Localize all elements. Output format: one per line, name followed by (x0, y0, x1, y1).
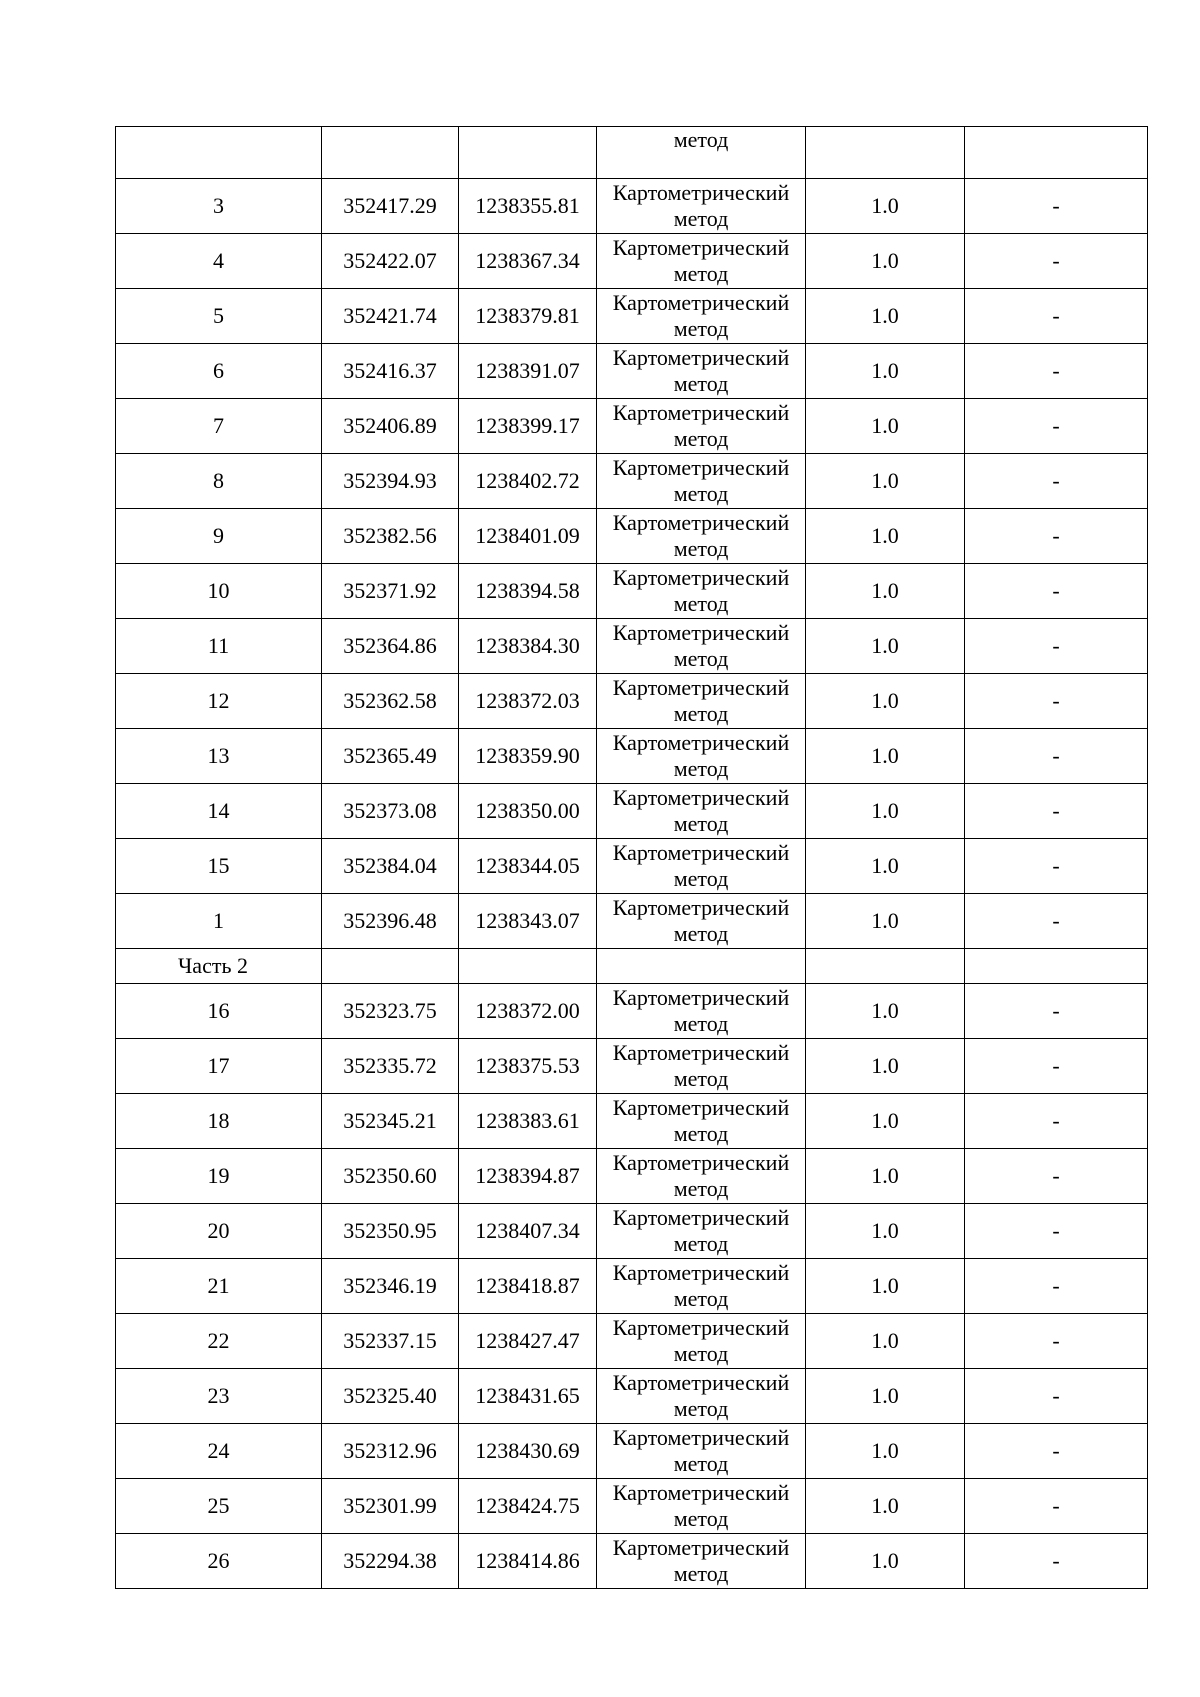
cell-y: 1238427.47 (459, 1314, 597, 1369)
cell-x: 352323.75 (322, 984, 459, 1039)
method-line: метод (673, 1176, 729, 1201)
cell-note: - (965, 839, 1148, 894)
cell-accuracy: 1.0 (806, 564, 965, 619)
method-line: Картометрический (612, 290, 790, 315)
cell-accuracy: 1.0 (806, 894, 965, 949)
cell-x: 352345.21 (322, 1094, 459, 1149)
cell-accuracy: 1.0 (806, 674, 965, 729)
cell-note: - (965, 784, 1148, 839)
cell-method (597, 509, 806, 564)
cell-note: - (965, 234, 1148, 289)
cell-point: 6 (116, 344, 322, 399)
cell-y: 1238384.30 (459, 619, 597, 674)
cell-accuracy (806, 949, 965, 984)
cell-x: 352346.19 (322, 1259, 459, 1314)
method-line: метод (673, 1121, 729, 1146)
cell-method (597, 1424, 806, 1479)
cell-accuracy: 1.0 (806, 1369, 965, 1424)
cell-y: 1238355.81 (459, 179, 597, 234)
cell-note: - (965, 619, 1148, 674)
table-row (116, 839, 1148, 894)
method-line: метод (673, 1396, 729, 1421)
method-line: метод (673, 1011, 729, 1036)
cell-x: 352371.92 (322, 564, 459, 619)
cell-method (597, 894, 806, 949)
cell-method (597, 1039, 806, 1094)
cell-x: 352312.96 (322, 1424, 459, 1479)
table-row (116, 1204, 1148, 1259)
table-row-continuation (116, 127, 1148, 179)
table-row (116, 894, 1148, 949)
cell-note: - (965, 1369, 1148, 1424)
method-line: Картометрический (612, 1150, 790, 1175)
cell-note: - (965, 894, 1148, 949)
cell-accuracy: 1.0 (806, 839, 965, 894)
cell-point: 1 (116, 894, 322, 949)
cell-y: 1238350.00 (459, 784, 597, 839)
cell-accuracy: 1.0 (806, 1534, 965, 1589)
cell-y: 1238424.75 (459, 1479, 597, 1534)
cell-y: 1238383.61 (459, 1094, 597, 1149)
cell-accuracy (806, 127, 965, 179)
method-line: Картометрический (612, 985, 790, 1010)
cell-method (597, 289, 806, 344)
cell-y: 1238418.87 (459, 1259, 597, 1314)
method-line: Картометрический (612, 1425, 790, 1450)
cell-y: 1238379.81 (459, 289, 597, 344)
method-line: Картометрический (612, 785, 790, 810)
cell-point: 11 (116, 619, 322, 674)
cell-y (459, 127, 597, 179)
cell-y: 1238344.05 (459, 839, 597, 894)
cell-point: 16 (116, 984, 322, 1039)
cell-point: 15 (116, 839, 322, 894)
cell-note: - (965, 729, 1148, 784)
cell-y: 1238394.58 (459, 564, 597, 619)
cell-x: 352365.49 (322, 729, 459, 784)
cell-method (597, 179, 806, 234)
cell-note: - (965, 509, 1148, 564)
cell-method (597, 674, 806, 729)
cell-accuracy: 1.0 (806, 179, 965, 234)
cell-point: 13 (116, 729, 322, 784)
cell-point: 26 (116, 1534, 322, 1589)
method-line: Картометрический (612, 1535, 790, 1560)
cell-method (597, 619, 806, 674)
cell-point: 19 (116, 1149, 322, 1204)
method-line: Картометрический (612, 455, 790, 480)
cell-method (597, 784, 806, 839)
table-row (116, 1534, 1148, 1589)
cell-y: 1238431.65 (459, 1369, 597, 1424)
cell-y (459, 949, 597, 984)
cell-y: 1238367.34 (459, 234, 597, 289)
cell-x: 352325.40 (322, 1369, 459, 1424)
cell-accuracy: 1.0 (806, 1094, 965, 1149)
method-line: Картометрический (612, 400, 790, 425)
cell-note: - (965, 344, 1148, 399)
table-row (116, 1369, 1148, 1424)
cell-method (597, 1479, 806, 1534)
cell-x: 352421.74 (322, 289, 459, 344)
table-row-part-2 (116, 949, 1148, 984)
method-line: метод (673, 1231, 729, 1256)
cell-y: 1238414.86 (459, 1534, 597, 1589)
cell-note: - (965, 1094, 1148, 1149)
cell-y: 1238401.09 (459, 509, 597, 564)
coordinates-table-body (116, 127, 1148, 1589)
table-row (116, 1314, 1148, 1369)
table-row (116, 1094, 1148, 1149)
cell-note: - (965, 1534, 1148, 1589)
cell-note (965, 127, 1148, 179)
cell-note: - (965, 984, 1148, 1039)
cell-point: 9 (116, 509, 322, 564)
method-line: Картометрический (612, 1315, 790, 1340)
cell-point: 8 (116, 454, 322, 509)
method-line: метод (673, 316, 729, 341)
method-line: метод (673, 1561, 729, 1586)
method-line: Картометрический (612, 730, 790, 755)
cell-note: - (965, 289, 1148, 344)
cell-x: 352417.29 (322, 179, 459, 234)
method-line: метод (673, 206, 729, 231)
cell-x: 352406.89 (322, 399, 459, 454)
method-line: Картометрический (612, 1040, 790, 1065)
cell-x: 352373.08 (322, 784, 459, 839)
cell-point: 25 (116, 1479, 322, 1534)
method-line: метод (673, 866, 729, 891)
method-line: Картометрический (612, 1370, 790, 1395)
table-row (116, 729, 1148, 784)
cell-y: 1238375.53 (459, 1039, 597, 1094)
cell-y: 1238343.07 (459, 894, 597, 949)
cell-method (597, 454, 806, 509)
cell-note (965, 949, 1148, 984)
cell-x: 352301.99 (322, 1479, 459, 1534)
cell-note: - (965, 179, 1148, 234)
cell-accuracy: 1.0 (806, 1204, 965, 1259)
cell-note: - (965, 1204, 1148, 1259)
table-row (116, 289, 1148, 344)
cell-method (597, 564, 806, 619)
cell-note: - (965, 454, 1148, 509)
cell-note: - (965, 674, 1148, 729)
method-line: метод (673, 591, 729, 616)
cell-y: 1238394.87 (459, 1149, 597, 1204)
method-line: метод (673, 811, 729, 836)
method-line: Картометрический (612, 840, 790, 865)
cell-method (597, 1314, 806, 1369)
method-line: Картометрический (612, 235, 790, 260)
cell-x: 352362.58 (322, 674, 459, 729)
cell-x: 352394.93 (322, 454, 459, 509)
cell-note: - (965, 1259, 1148, 1314)
method-line: Картометрический (612, 1260, 790, 1285)
method-line: метод (673, 536, 729, 561)
table-row (116, 234, 1148, 289)
cell-y: 1238402.72 (459, 454, 597, 509)
cell-x: 352384.04 (322, 839, 459, 894)
cell-x: 352382.56 (322, 509, 459, 564)
cell-x: 352350.95 (322, 1204, 459, 1259)
cell-method (597, 344, 806, 399)
cell-x: 352416.37 (322, 344, 459, 399)
cell-point: 12 (116, 674, 322, 729)
table-row (116, 1039, 1148, 1094)
cell-y: 1238430.69 (459, 1424, 597, 1479)
method-line: метод (673, 756, 729, 781)
cell-method (597, 1149, 806, 1204)
cell-x (322, 949, 459, 984)
cell-point: 10 (116, 564, 322, 619)
method-line: метод (673, 261, 729, 286)
table-row (116, 984, 1148, 1039)
cell-x: 352294.38 (322, 1534, 459, 1589)
part-2-label: Часть 2 (116, 949, 322, 984)
cell-x: 352396.48 (322, 894, 459, 949)
cell-point: 22 (116, 1314, 322, 1369)
cell-method (597, 729, 806, 784)
method-line: Картометрический (612, 180, 790, 205)
cell-method (597, 127, 806, 179)
table-row (116, 509, 1148, 564)
cell-accuracy: 1.0 (806, 344, 965, 399)
cell-method (597, 1259, 806, 1314)
method-line: метод (673, 646, 729, 671)
cell-x: 352364.86 (322, 619, 459, 674)
method-line: Картометрический (612, 565, 790, 590)
cell-note: - (965, 1424, 1148, 1479)
cell-note: - (965, 1479, 1148, 1534)
cell-method (597, 839, 806, 894)
cell-accuracy: 1.0 (806, 399, 965, 454)
cell-y: 1238372.00 (459, 984, 597, 1039)
method-line: метод (673, 1341, 729, 1366)
method-line: метод (673, 1066, 729, 1091)
cell-point: 23 (116, 1369, 322, 1424)
cell-accuracy: 1.0 (806, 784, 965, 839)
method-line: Картометрический (612, 675, 790, 700)
cell-x: 352337.15 (322, 1314, 459, 1369)
cell-method (597, 984, 806, 1039)
cell-x: 352422.07 (322, 234, 459, 289)
coordinates-table (115, 126, 1148, 1589)
method-line: Картометрический (612, 1480, 790, 1505)
cell-note: - (965, 1149, 1148, 1204)
method-line: Картометрический (612, 1095, 790, 1120)
method-line: Картометрический (612, 620, 790, 645)
cell-accuracy: 1.0 (806, 234, 965, 289)
table-row (116, 1479, 1148, 1534)
cell-y: 1238391.07 (459, 344, 597, 399)
cell-method (597, 1534, 806, 1589)
method-line: метод (673, 1451, 729, 1476)
cell-accuracy: 1.0 (806, 454, 965, 509)
cell-accuracy: 1.0 (806, 619, 965, 674)
method-line: Картометрический (612, 510, 790, 535)
cell-point: 3 (116, 179, 322, 234)
cell-x: 352350.60 (322, 1149, 459, 1204)
method-line: метод (673, 371, 729, 396)
table-row (116, 399, 1148, 454)
cell-point: 7 (116, 399, 322, 454)
table-row (116, 454, 1148, 509)
cell-point: 5 (116, 289, 322, 344)
cell-accuracy: 1.0 (806, 1314, 965, 1369)
cell-method (597, 399, 806, 454)
table-row (116, 619, 1148, 674)
cell-note: - (965, 1314, 1148, 1369)
cell-point: 4 (116, 234, 322, 289)
cell-accuracy: 1.0 (806, 1479, 965, 1534)
cell-method (597, 234, 806, 289)
method-line: метод (673, 701, 729, 726)
method-line: метод (673, 127, 729, 152)
cell-x: 352335.72 (322, 1039, 459, 1094)
method-line: метод (673, 426, 729, 451)
cell-accuracy: 1.0 (806, 289, 965, 344)
table-row (116, 564, 1148, 619)
method-line: Картометрический (612, 1205, 790, 1230)
cell-y: 1238372.03 (459, 674, 597, 729)
cell-accuracy: 1.0 (806, 1039, 965, 1094)
method-line: Картометрический (612, 345, 790, 370)
table-row (116, 674, 1148, 729)
method-line: метод (673, 1286, 729, 1311)
cell-y: 1238407.34 (459, 1204, 597, 1259)
cell-accuracy: 1.0 (806, 1424, 965, 1479)
cell-y: 1238399.17 (459, 399, 597, 454)
table-row (116, 784, 1148, 839)
method-line: метод (673, 481, 729, 506)
cell-point: 20 (116, 1204, 322, 1259)
method-line: метод (673, 921, 729, 946)
cell-method (597, 949, 806, 984)
cell-method (597, 1094, 806, 1149)
cell-point: 17 (116, 1039, 322, 1094)
cell-y: 1238359.90 (459, 729, 597, 784)
cell-accuracy: 1.0 (806, 1149, 965, 1204)
table-row (116, 344, 1148, 399)
cell-point: 24 (116, 1424, 322, 1479)
cell-accuracy: 1.0 (806, 984, 965, 1039)
cell-accuracy: 1.0 (806, 729, 965, 784)
method-line: метод (673, 1506, 729, 1531)
table-row (116, 1259, 1148, 1314)
cell-note: - (965, 564, 1148, 619)
table-row (116, 1424, 1148, 1479)
cell-point (116, 127, 322, 179)
cell-point: 21 (116, 1259, 322, 1314)
cell-note: - (965, 1039, 1148, 1094)
method-line: Картометрический (612, 895, 790, 920)
cell-accuracy: 1.0 (806, 1259, 965, 1314)
cell-accuracy: 1.0 (806, 509, 965, 564)
cell-point: 14 (116, 784, 322, 839)
cell-point: 18 (116, 1094, 322, 1149)
cell-note: - (965, 399, 1148, 454)
cell-method (597, 1204, 806, 1259)
table-row (116, 1149, 1148, 1204)
cell-x (322, 127, 459, 179)
table-row (116, 179, 1148, 234)
cell-method (597, 1369, 806, 1424)
